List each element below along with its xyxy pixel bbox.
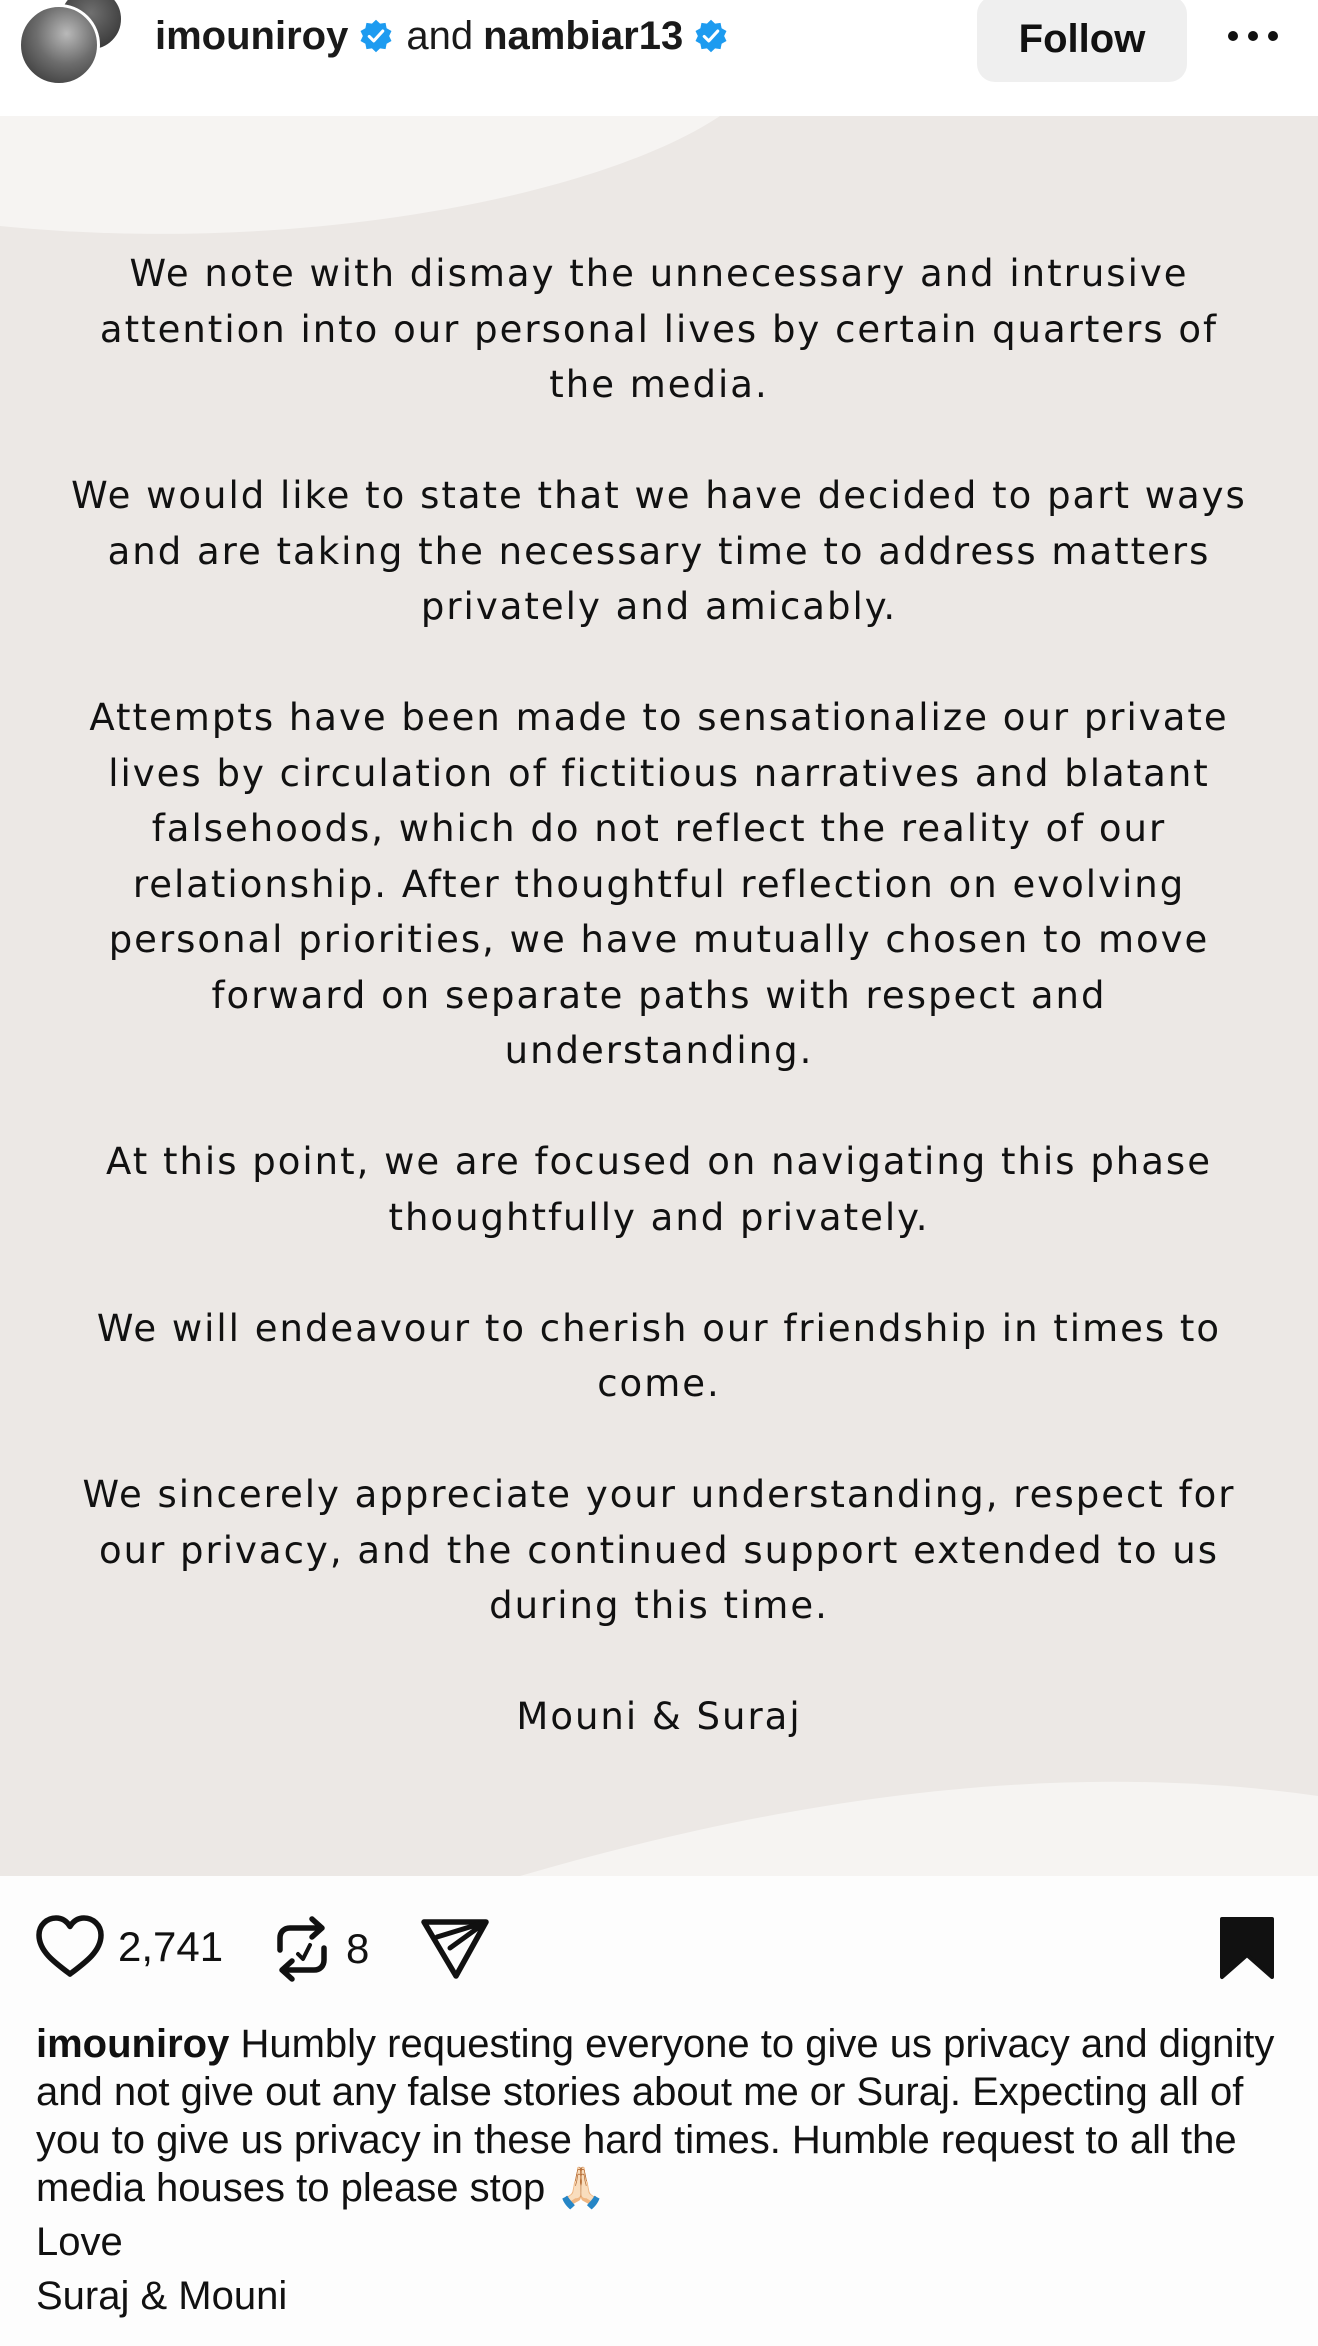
post-header: [0, 0, 1318, 116]
statement-paragraph: We would like to state that we have decided to part ways and are taking the necessary time to address matters privately and amicably.: [71, 474, 1247, 628]
heart-icon: [34, 1914, 106, 1980]
caption-username[interactable]: imouniroy: [36, 2022, 230, 2066]
action-bar: [0, 1876, 1318, 2016]
statement-paragraph: At this point, we are focused on navigating this phase thoughtfully and privately.: [106, 1140, 1212, 1239]
statement-paragraph: We note with dismay the unnecessary and intrusive attention into our personal lives by certain quarters of the media.: [99, 252, 1219, 406]
post-authors: [155, 8, 729, 64]
avatar-imouniroy[interactable]: [18, 4, 100, 86]
send-icon: [420, 1918, 490, 1980]
follow-button[interactable]: Follow: [977, 0, 1187, 82]
statement-text: [60, 246, 1258, 1800]
caption-signature: Suraj & Mouni: [36, 2274, 288, 2318]
verified-badge-icon: [358, 18, 394, 54]
like-button[interactable]: [34, 1914, 223, 1980]
statement-paragraph: Attempts have been made to sensationalize our private lives by circulation of fictitious narratives and blatant falsehoods, which do not reflect the reality of our relationship. After thoughtful reflection on evolving personal priorities, we have mutually chosen to move forward on separate paths with respect and understanding.: [89, 696, 1229, 1072]
repost-button[interactable]: [270, 1914, 369, 1984]
username-link-imouniroy[interactable]: imouniroy: [155, 13, 349, 58]
repost-count: 8: [346, 1925, 370, 1972]
post-caption: [36, 2020, 1286, 2320]
share-button[interactable]: [420, 1918, 490, 1980]
save-button[interactable]: [1218, 1916, 1276, 1980]
authors-conjunction: and: [406, 13, 474, 58]
verified-badge-icon: [693, 18, 729, 54]
caption-closing: Love: [36, 2220, 123, 2264]
statement-signature: Mouni & Suraj: [516, 1695, 802, 1738]
username-link-nambiar13[interactable]: nambiar13: [483, 13, 684, 58]
like-count: 2,741: [118, 1923, 224, 1970]
post-image[interactable]: [0, 116, 1318, 1876]
statement-paragraph: We sincerely appreciate your understanding, respect for our privacy, and the continued support extended to us during this time.: [82, 1473, 1236, 1627]
bookmark-icon: [1218, 1916, 1276, 1980]
statement-paragraph: We will endeavour to cherish our friendship in times to come.: [96, 1306, 1222, 1405]
repost-icon: [270, 1914, 334, 1984]
more-horizontal-icon[interactable]: [1225, 18, 1281, 54]
caption-text: Humbly requesting everyone to give us privacy and dignity and not give out any false stories about me or Suraj. Expecting all of you to give us privacy in these hard times. Humble request to all the media houses to please stop 🙏🏻: [36, 2022, 1275, 2210]
avatar-group[interactable]: [18, 0, 122, 90]
